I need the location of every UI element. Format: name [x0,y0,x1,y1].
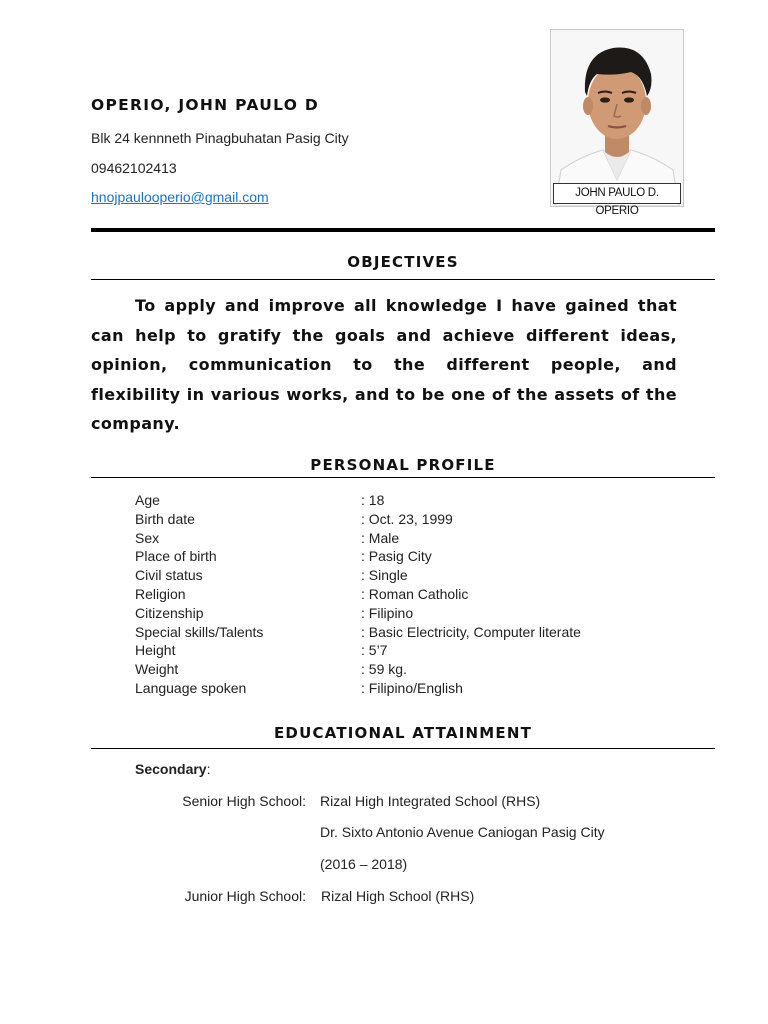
profile-label: Weight [135,661,179,678]
profile-value: : Pasig City [361,548,432,565]
profile-row [135,492,581,511]
profile-row [135,680,581,699]
profile-value: : Filipino [361,604,414,621]
secondary-label-text: Secondary [135,761,207,777]
profile-divider [91,477,715,478]
profile-row [135,511,581,530]
profile-value: : Filipino/English [361,679,463,696]
education-divider [91,748,715,749]
junior-high-label: Junior High School: [184,888,306,904]
profile-label: Civil status [135,567,203,584]
profile-label: Sex [135,529,160,546]
profile-value: : Male [361,529,400,546]
profile-label: Citizenship [135,604,204,621]
objectives-heading: OBJECTIVES [347,253,459,271]
profile-value: : 5’7 [361,642,388,659]
junior-high-school: Rizal High School (RHS) [321,888,475,904]
profile-row [135,567,581,586]
profile-label: Special skills/Talents [135,623,264,640]
profile-row [135,530,581,549]
profile-label: Language spoken [135,679,247,696]
profile-value: : Single [361,567,408,584]
profile-value: : 59 kg. [361,661,407,678]
profile-row [135,548,581,567]
applicant-name: OPERIO, JOHN PAULO D [91,96,320,114]
email-link[interactable]: hnojpaulooperio@gmail.com [91,189,269,205]
profile-row [135,605,581,624]
profile-value: : 18 [361,492,385,508]
profile-value: : Basic Electricity, Computer literate [361,623,581,640]
objectives-divider [91,279,715,280]
senior-high-address: Dr. Sixto Antonio Avenue Caniogan Pasig City [320,824,605,840]
secondary-label-colon: : [206,761,211,777]
profile-label: Age [135,492,160,508]
education-heading: EDUCATIONAL ATTAINMENT [273,724,533,742]
profile-value: : Roman Catholic [361,585,469,602]
address: Blk 24 kennneth Pinagbuhatan Pasig City [91,130,349,146]
profile-photo [550,29,684,217]
secondary-label [135,761,210,777]
profile-label: Height [135,642,176,659]
senior-high-school: Rizal High Integrated School (RHS) [320,793,541,809]
profile-row [135,586,581,605]
senior-high-label: Senior High School: [182,793,306,809]
senior-high-years: (2016 – 2018) [320,856,408,872]
profile-table [135,492,581,699]
personal-profile-heading: PERSONAL PROFILE [310,456,496,474]
profile-row [135,661,581,680]
objectives-text: To apply and improve all knowledge I have gained that can help to gratify the goals and achieve different ideas, opinion, communication to the different people, and flexibility in various works, and to be one of the assets of the company. [91,296,677,433]
profile-row [135,642,581,661]
photo-caption: JOHN PAULO D. OPERIO [553,183,681,204]
phone-number: 09462102413 [91,160,177,176]
profile-label: Place of birth [135,548,217,565]
header-divider [91,228,715,232]
profile-row [135,624,581,643]
portrait-image [551,30,683,206]
profile-label: Birth date [135,510,195,527]
profile-value: : Oct. 23, 1999 [361,510,453,527]
profile-label: Religion [135,585,186,602]
